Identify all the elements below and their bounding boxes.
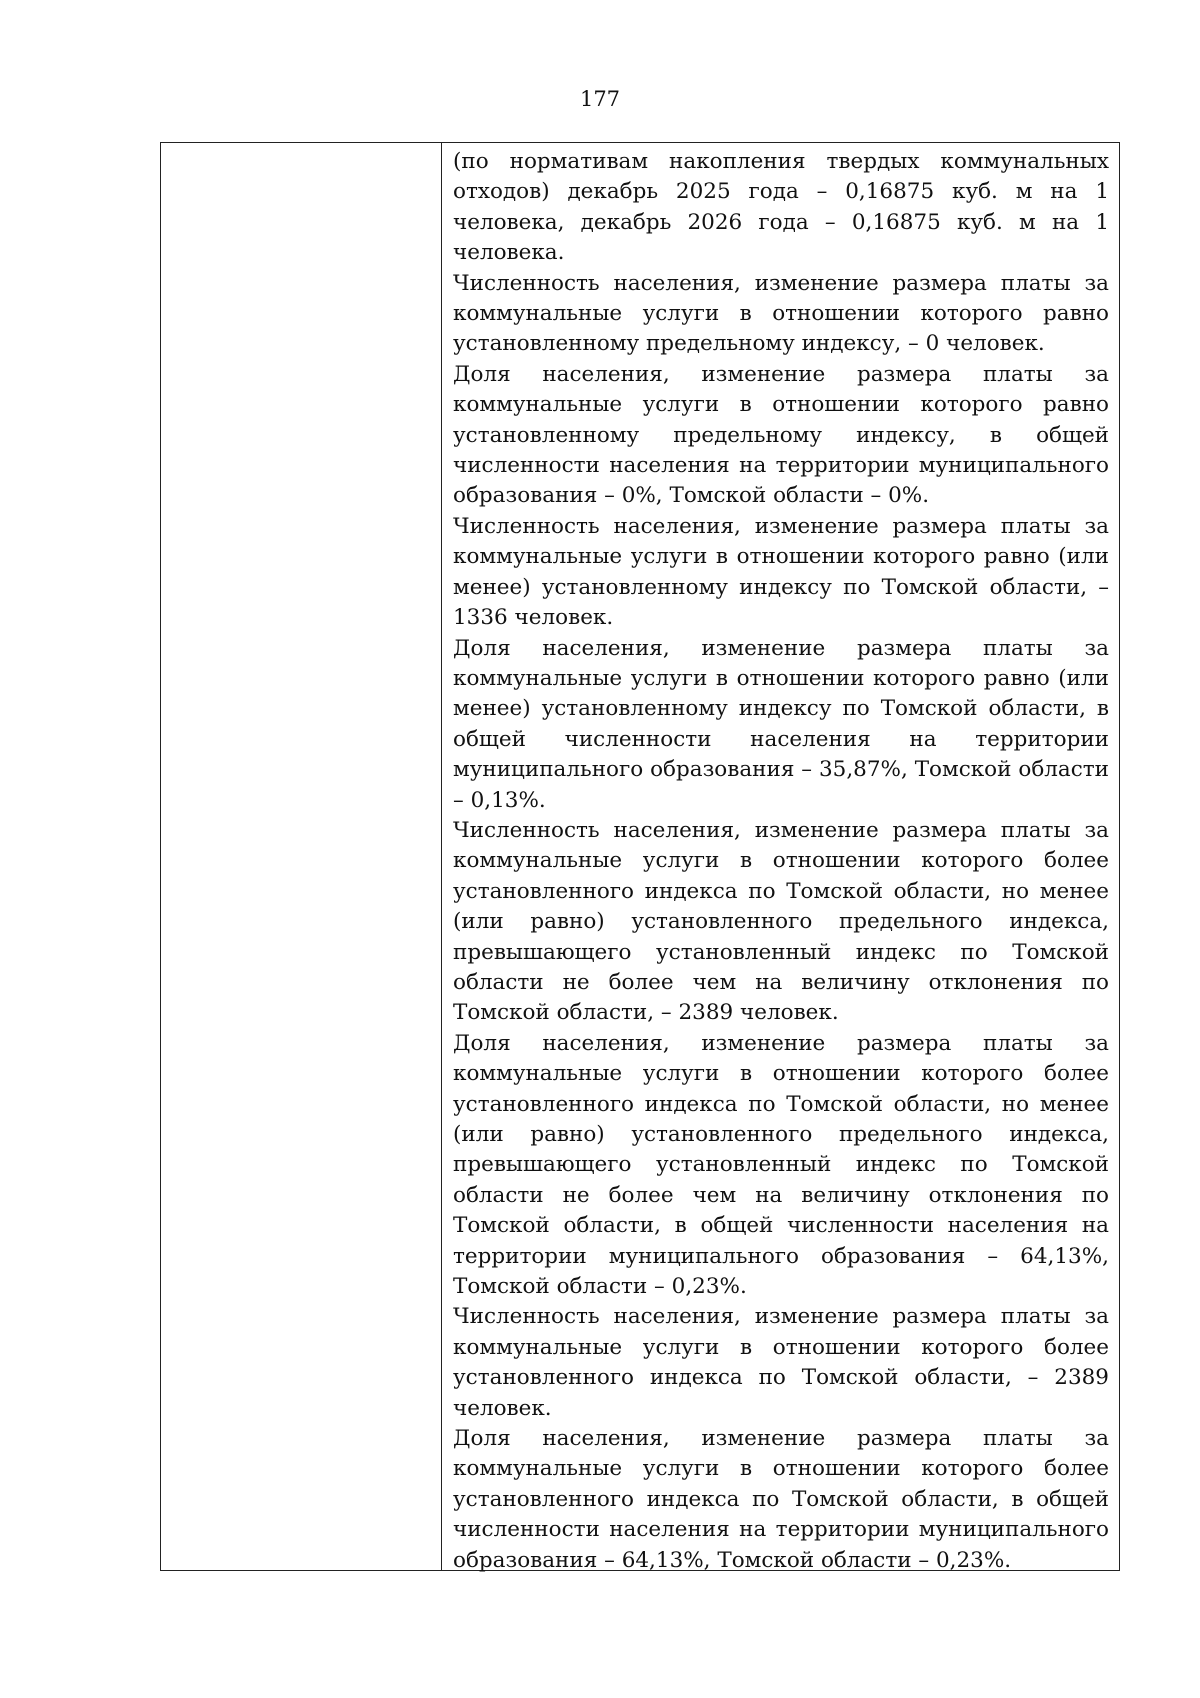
paragraph-share-above-index: Доля населения, изменение размера платы за коммунальные услуги в отношении которого более установленного индекса по Томской области, в общей численности населения на территории муниципального образования – 64,13%, Томской области – 0,23%. [453, 1426, 1109, 1573]
paragraph-share-above-index-within-deviation: Доля населения, изменение размера платы за коммунальные услуги в отношении которого более установленного индекса по Томской области, но менее (или равно) установленного предельного индекса, превышающего установленный индекс по Томской области не более чем на величину отклонения по Томской области, в общей численности населения на территории муниципального образования – 64,13%, Томской области – 0,23%. [453, 1030, 1109, 1300]
page-number: 177 [579, 87, 621, 111]
paragraph-share-equal-limit: Доля населения, изменение размера платы за коммунальные услуги в отношении которого равно установленному предельному индексу, в общей численности населения на территории муниципального образования – 0%, Томской области – 0%. [453, 361, 1109, 509]
paragraph-count-above-index-within-deviation: Численность населения, изменение размера платы за коммунальные услуги в отношении которого более установленного индекса по Томской области, но менее (или равно) установленного предельного индекса, превышающего установленный индекс по Томской области не более чем на величину отклонения по Томской области, – 2389 человек. [453, 817, 1109, 1026]
table-cell-right [442, 143, 1119, 1573]
paragraph-count-above-index: Численность населения, изменение размера платы за коммунальные услуги в отношении которого более установленного индекса по Томской области, – 2389 человек. [453, 1304, 1109, 1421]
paragraph-norms: (по нормативам накопления твердых коммунальных отходов) декабрь 2025 года – 0,16875 куб. м на 1 человека, декабрь 2026 года – 0,16875 куб. м на 1 человека. [453, 149, 1109, 266]
paragraph-count-equal-index: Численность населения, изменение размера платы за коммунальные услуги в отношении которого равно (или менее) установленному индексу по Томской области, – 1336 человек. [453, 513, 1109, 631]
paragraph-share-equal-index: Доля населения, изменение размера платы за коммунальные услуги в отношении которого равно (или менее) установленному индексу по Томской области, в общей численности населения на территории муниципального образования – 35,87%, Томской области – 0,13%. [453, 635, 1109, 813]
table-cell-left [161, 143, 442, 1570]
paragraph-count-equal-limit: Численность населения, изменение размера платы за коммунальные услуги в отношении которого равно установленному предельному индексу, – 0 человек. [453, 270, 1109, 357]
document-table [160, 142, 1120, 1571]
